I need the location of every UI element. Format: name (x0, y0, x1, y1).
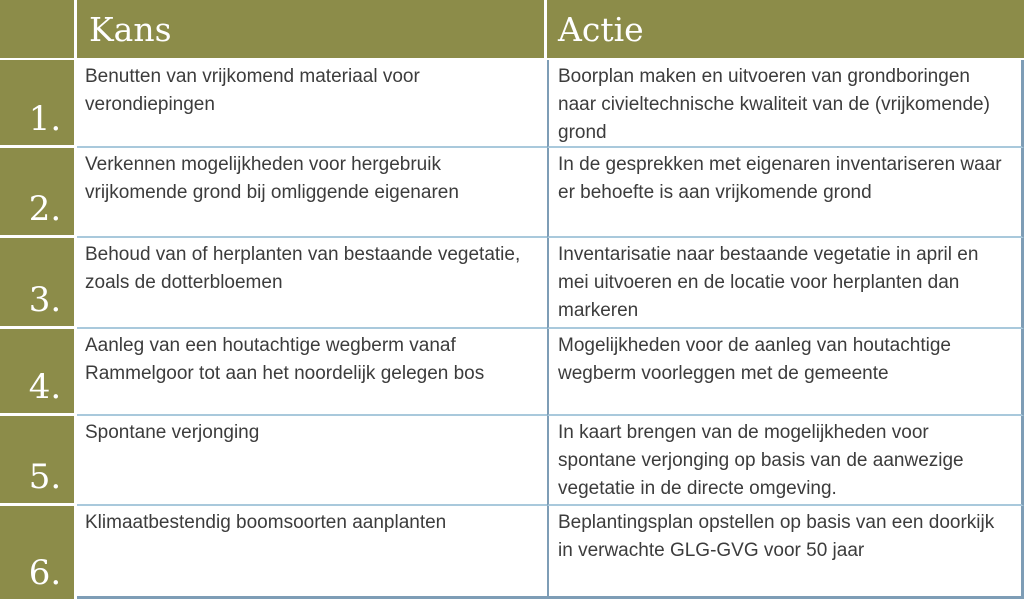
kans-cell: Verkennen mogelijkheden voor hergebruik vrijkomende grond bij omliggende eigenaren (77, 148, 547, 238)
header-cell-kans (77, 0, 547, 60)
actie-cell: In de gesprekken met eigenaren inventariseren waar er behoefte is aan vrijkomende grond (547, 148, 1024, 238)
actie-cell: Inventarisatie naar bestaande vegetatie in april en mei uitvoeren en de locatie voor herplanten dan markeren (547, 238, 1024, 329)
actie-cell: Boorplan maken en uitvoeren van grondboringen naar civieltechnische kwaliteit van de (vrijkomende) grond (547, 60, 1024, 148)
header-cell-number (0, 0, 77, 60)
row-number-cell: 6. (0, 506, 77, 599)
actie-column-title: Actie (558, 9, 644, 49)
kans-cell: Klimaatbestendig boomsoorten aanplanten (77, 506, 547, 599)
row-number-cell: 4. (0, 329, 77, 416)
kans-cell: Behoud van of herplanten van bestaande vegetatie, zoals de dotterbloemen (77, 238, 547, 329)
header-cell-actie (547, 0, 1024, 60)
row-number-cell: 3. (0, 238, 77, 329)
actie-cell: Mogelijkheden voor de aanleg van houtachtige wegberm voorleggen met de gemeente (547, 329, 1024, 416)
kans-cell: Aanleg van een houtachtige wegberm vanaf Rammelgoor tot aan het noordelijk gelegen bos (77, 329, 547, 416)
actie-cell: Beplantingsplan opstellen op basis van een doorkijk in verwachte GLG-GVG voor 50 jaar (547, 506, 1024, 599)
kans-cell: Benutten van vrijkomend materiaal voor verondiepingen (77, 60, 547, 148)
row-number-cell: 5. (0, 416, 77, 506)
kans-cell: Spontane verjonging (77, 416, 547, 506)
kans-column-title: Kans (89, 9, 172, 49)
row-number-cell: 1. (0, 60, 77, 148)
row-number-cell: 2. (0, 148, 77, 238)
actie-cell: In kaart brengen van de mogelijkheden voor spontane verjonging op basis van de aanwezige vegetatie in de directe omgeving. (547, 416, 1024, 506)
